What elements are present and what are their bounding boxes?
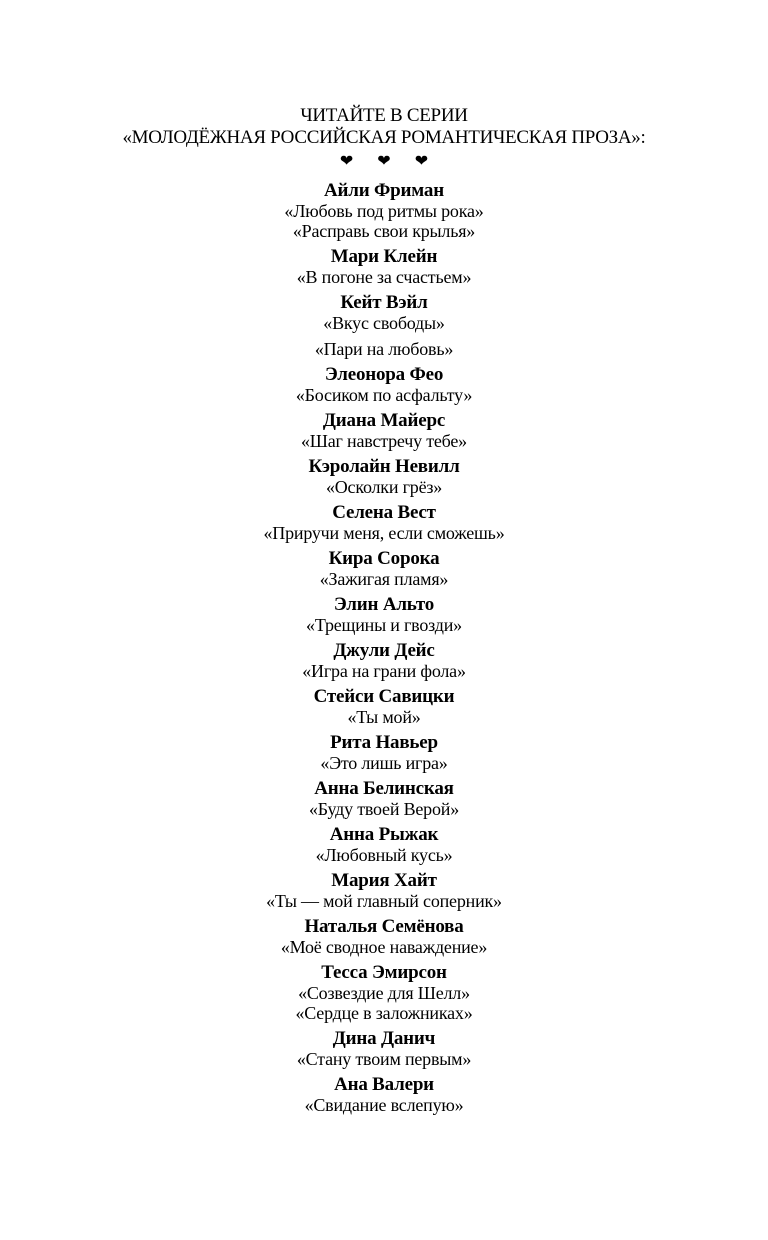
hearts-ornament: [0, 152, 768, 172]
list-item: [0, 292, 768, 359]
series-header: [0, 105, 768, 149]
author-name: Рита Навьер: [330, 732, 438, 753]
author-name: Айли Фриман: [324, 180, 444, 201]
book-title: «Шаг навстречу тебе»: [301, 431, 467, 451]
list-item: [0, 594, 768, 635]
book-title: «Трещины и гвозди»: [306, 615, 462, 635]
list-item: [0, 180, 768, 241]
book-title: «Любовный кусь»: [315, 845, 453, 865]
book-title: «Любовь под ритмы рока»: [284, 201, 484, 221]
author-name: Анна Белинская: [314, 778, 454, 799]
list-item: [0, 246, 768, 287]
author-name: Элеонора Фео: [324, 364, 444, 385]
book-list: [0, 180, 768, 1120]
list-item: [0, 824, 768, 865]
author-name: Элин Альто: [333, 594, 435, 615]
list-item: [0, 1028, 768, 1069]
book-title: «Это лишь игра»: [320, 753, 448, 773]
series-header-line2: «МОЛОДЁЖНАЯ РОССИЙСКАЯ РОМАНТИЧЕСКАЯ ПРОЗА»:: [122, 127, 646, 148]
author-name: Мария Хайт: [331, 870, 437, 891]
author-name: Кейт Вэйл: [340, 292, 428, 313]
list-item: [0, 456, 768, 497]
heart-icon: ❤: [414, 153, 429, 170]
author-name: Наталья Семёнова: [304, 916, 464, 937]
list-item: [0, 916, 768, 957]
list-item: [0, 502, 768, 543]
book-title: «Расправь свои крылья»: [292, 221, 476, 241]
author-name: Кира Сорока: [328, 548, 440, 569]
book-title: «Ты — мой главный соперник»: [266, 891, 502, 911]
book-title: «Сердце в заложниках»: [295, 1003, 473, 1023]
list-item: [0, 732, 768, 773]
book-title: «Стану твоим первым»: [296, 1049, 472, 1069]
book-title: «Игра на грани фола»: [302, 661, 466, 681]
book-title: «Созвездие для Шелл»: [298, 983, 470, 1003]
series-header-line1: ЧИТАЙТЕ В СЕРИИ: [300, 105, 468, 126]
author-name: Диана Майерс: [322, 410, 446, 431]
author-name: Анна Рыжак: [329, 824, 439, 845]
book-title: «Ты мой»: [347, 707, 421, 727]
author-name: Мари Клейн: [330, 246, 438, 267]
book-title: «Пари на любовь»: [314, 339, 454, 359]
list-item: [0, 548, 768, 589]
list-item: [0, 962, 768, 1023]
book-title: «Осколки грёз»: [325, 477, 443, 497]
author-name: Дина Данич: [332, 1028, 436, 1049]
author-name: Кэролайн Невилл: [308, 456, 460, 477]
heart-icon: ❤: [339, 153, 354, 170]
list-item: [0, 686, 768, 727]
author-name: Ана Валери: [334, 1074, 434, 1095]
list-item: [0, 1074, 768, 1115]
list-item: [0, 870, 768, 911]
list-item: [0, 778, 768, 819]
book-title: «Моё сводное наваждение»: [280, 937, 488, 957]
author-name: Тесса Эмирсон: [321, 962, 447, 983]
book-title: «Приручи меня, если сможешь»: [263, 523, 505, 543]
author-name: Селена Вест: [332, 502, 436, 523]
book-title: «Босиком по асфальту»: [295, 385, 473, 405]
book-title: «Буду твоей Верой»: [308, 799, 460, 819]
author-name: Стейси Савицки: [313, 686, 455, 707]
book-title: «Зажигая пламя»: [319, 569, 449, 589]
list-item: [0, 410, 768, 451]
book-title: «Вкус свободы»: [323, 313, 445, 333]
list-item: [0, 640, 768, 681]
book-title: «Свидание вслепую»: [304, 1095, 464, 1115]
book-title: «В погоне за счастьем»: [296, 267, 472, 287]
heart-icon: ❤: [377, 153, 391, 170]
list-item: [0, 364, 768, 405]
author-name: Джули Дейс: [333, 640, 435, 661]
